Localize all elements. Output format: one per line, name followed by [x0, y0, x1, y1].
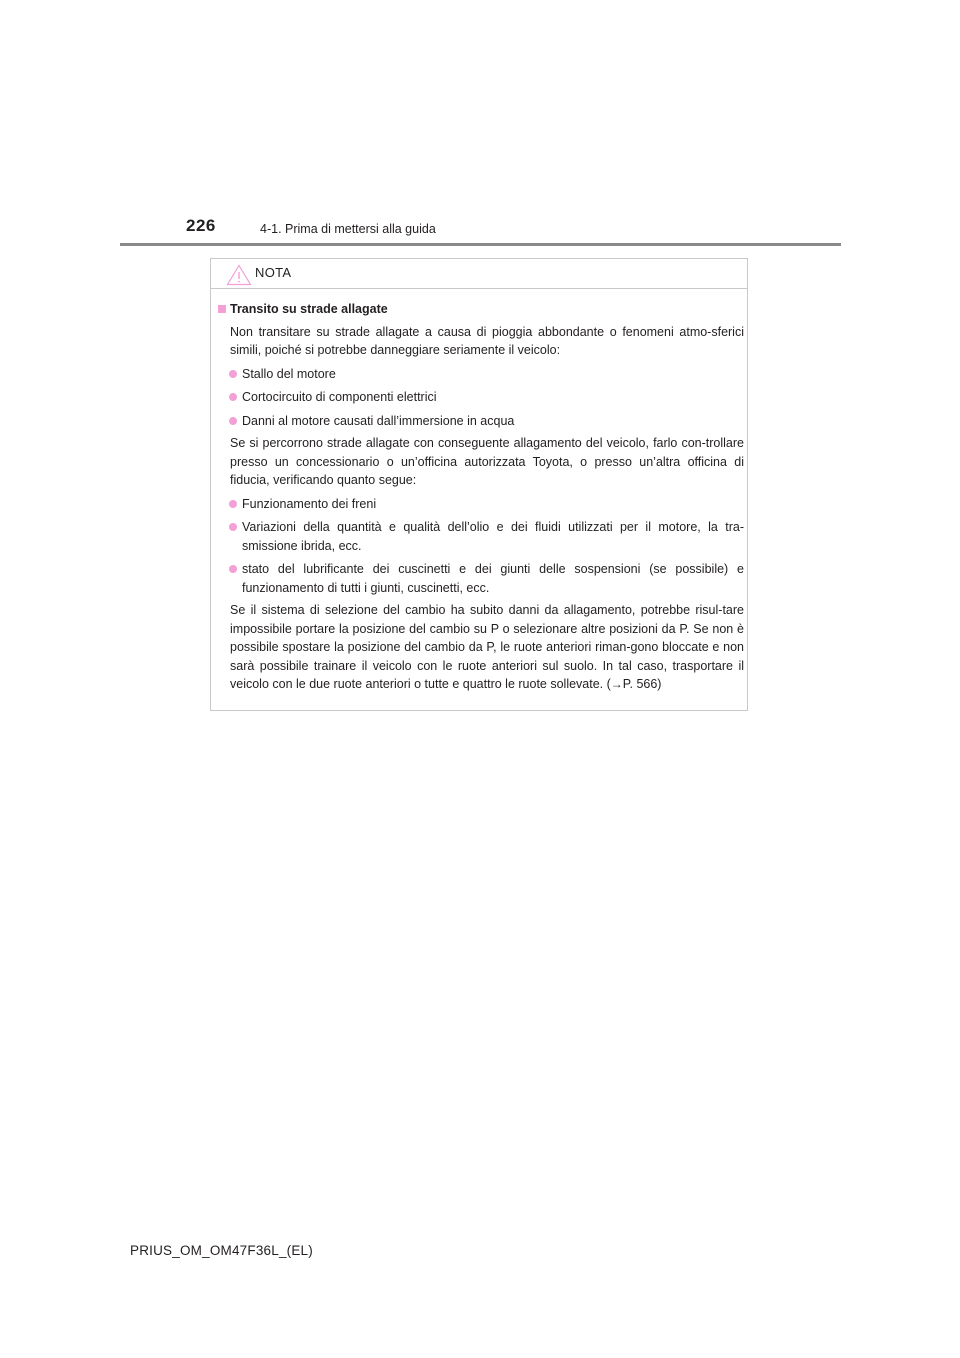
warning-triangle-icon	[226, 264, 252, 286]
list-item	[218, 412, 744, 431]
circle-bullet-icon	[229, 500, 237, 508]
note-heading-text: Transito su strade allagate	[230, 302, 388, 316]
circle-bullet-icon	[229, 565, 237, 573]
list-item-text: Cortocircuito di componenti elettrici	[242, 390, 437, 404]
note-body	[218, 300, 744, 694]
page-reference-link[interactable]: P. 566)	[622, 677, 662, 691]
list-item-text: Stallo del motore	[242, 366, 336, 381]
list-item	[218, 560, 744, 597]
circle-bullet-icon	[229, 523, 237, 531]
circle-bullet-icon	[229, 370, 237, 378]
page-number: 226	[186, 216, 216, 235]
note-box	[210, 258, 748, 711]
shift-text: Se il sistema di selezione del cambio ha subito danni da allagamento, potrebbe risul-tare impossibile portare la posizione del cambio su P o selezionare altre posizioni da P. Se non è possibile spostare la posizione del cambio da P, le ruote anteriori riman-gono bloccate e non sarà possibile trainare il veicolo con le ruote anteriori sul suolo. In tal caso, trasportare il veicolo con le due ruote anteriori o tutte e quattro le ruote sollevate. (	[230, 603, 744, 691]
list-item	[218, 495, 744, 514]
square-bullet-icon	[218, 305, 226, 313]
shift-paragraph	[218, 601, 744, 694]
list-item-text: Funzionamento dei freni	[242, 496, 377, 511]
list-item-text: Danni al motore causati dall’immersione in acqua	[242, 413, 515, 428]
list-item-text: stato del lubrificante dei cuscinetti e dei giunti delle sospensioni (se possibile) e funzionamento di tutti i giunti, cuscinetti, ecc.	[242, 562, 744, 595]
header-divider	[120, 243, 841, 246]
section-title: 4-1. Prima di mettersi alla guida	[260, 222, 436, 236]
note-heading	[218, 300, 744, 319]
check-list	[218, 495, 744, 598]
document-code: PRIUS_OM_OM47F36L_(EL)	[130, 1243, 313, 1258]
intro-paragraph: Non transitare su strade allagate a causa di pioggia abbondante o fenomeni atmo-sferici simili, poiché si potrebbe danneggiare seriamente il veicolo:	[230, 324, 744, 357]
list-item	[218, 518, 744, 555]
note-header	[211, 259, 747, 289]
list-item	[218, 365, 744, 384]
arrow-right-icon: →	[610, 677, 623, 691]
list-item-text: Variazioni della quantità e qualità dell’olio e dei fluidi utilizzati per il motore, la tra-smissione ibrida, ecc.	[242, 520, 744, 553]
damage-list	[218, 365, 744, 431]
circle-bullet-icon	[229, 417, 237, 425]
check-paragraph: Se si percorrono strade allagate con conseguente allagamento del veicolo, farlo con-trollare presso un concessionario o un’officina autorizzata Toyota, o presso un’altra officina di fiducia, verificando quanto segue:	[230, 436, 744, 487]
circle-bullet-icon	[229, 393, 237, 401]
note-label: NOTA	[255, 265, 292, 280]
list-item	[218, 388, 744, 407]
